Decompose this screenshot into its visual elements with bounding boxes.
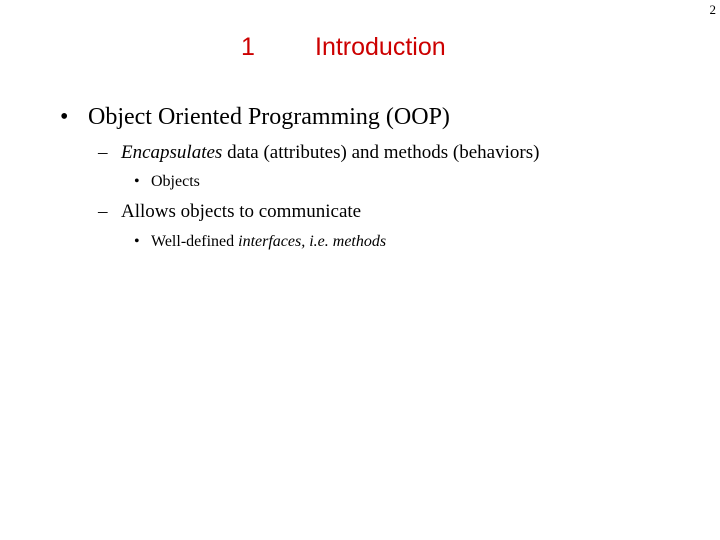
sub-bullet-text: data (attributes) and methods (behaviors) [222,142,540,163]
sub-sub-bullet-interfaces [134,233,386,251]
bullet-marker: • [60,104,69,130]
dash-marker: – [98,201,108,222]
sub-bullet-text: Allows objects to communicate [121,201,362,222]
slide-title: Introduction [315,33,446,61]
sub-bullet-communicate [98,201,361,223]
emphasis-text: Encapsulates [121,142,223,163]
bullet-text: Object Oriented Programming (OOP) [88,104,450,130]
dash-marker: – [98,142,108,163]
bullet-marker: • [134,233,140,250]
section-number: 1 [241,33,255,61]
emphasis-text: interfaces, i.e. methods [238,233,387,250]
bullet-oop [60,104,450,131]
sub-sub-bullet-text: Objects [151,173,200,190]
sub-bullet-encapsulates [98,142,539,164]
sub-sub-bullet-text: Well-defined [151,233,239,250]
bullet-marker: • [134,173,140,190]
sub-sub-bullet-objects [134,173,200,191]
page-number: 2 [709,2,716,17]
